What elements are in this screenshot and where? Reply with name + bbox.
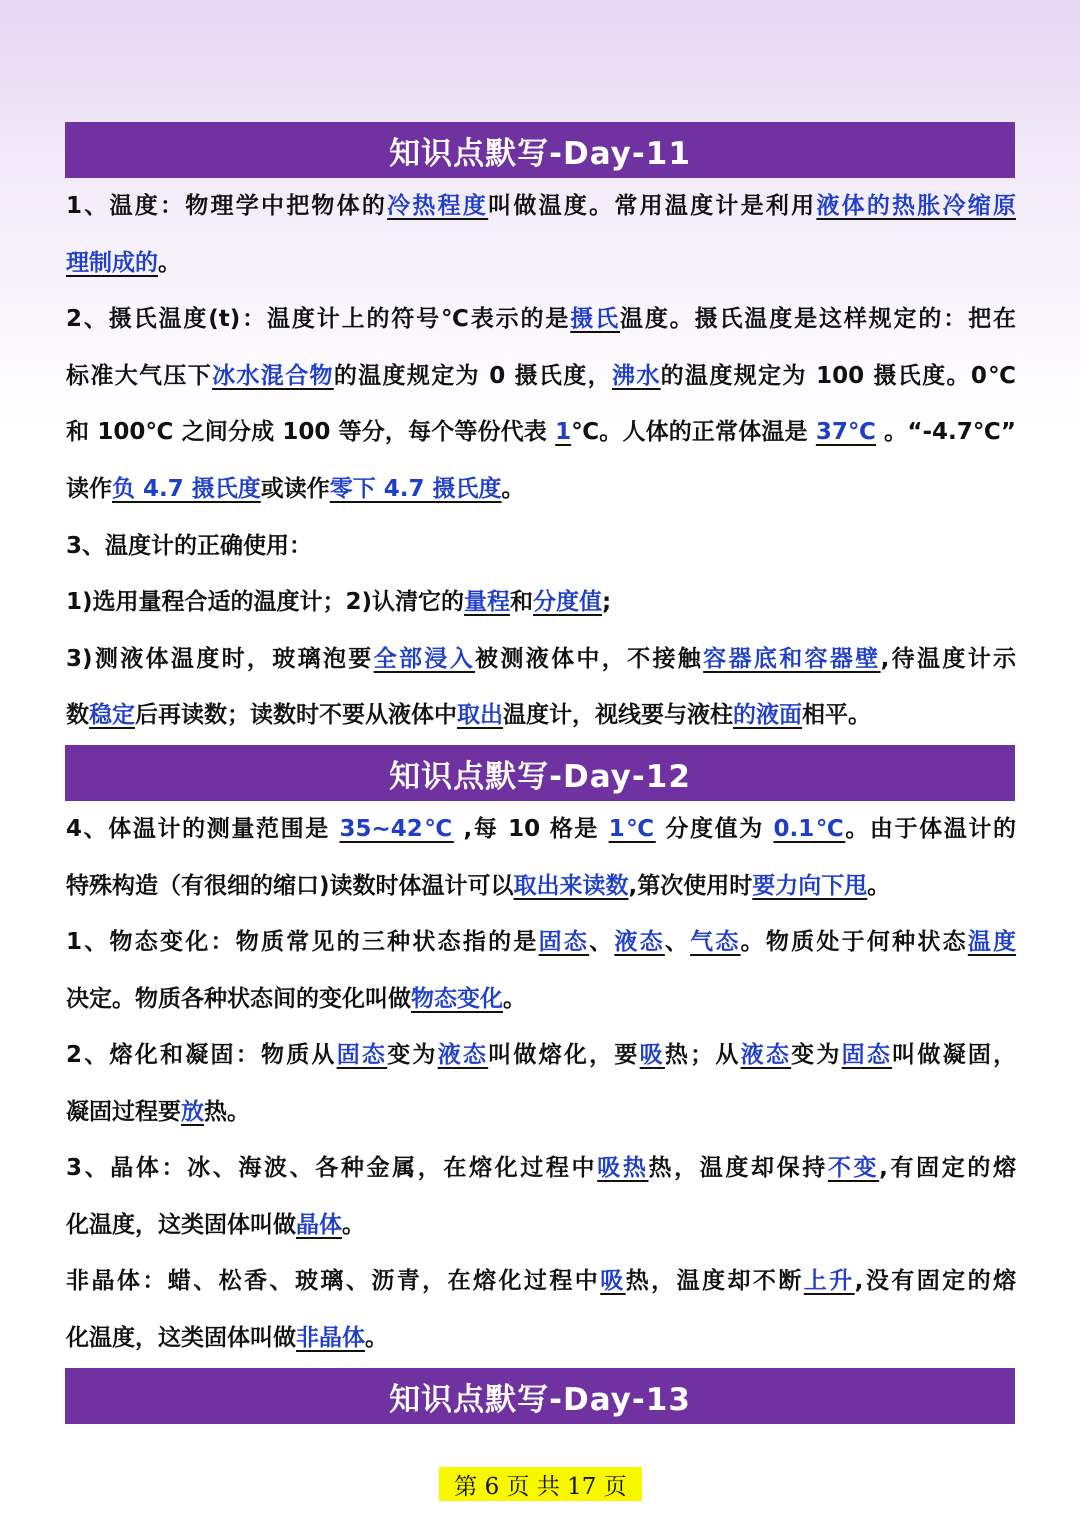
line-text: 2、摄氏温度(t)：温度计上的符号℃表示的是 [66,306,571,332]
answer-blank: 晶体 [296,1212,342,1238]
answer-blank: 固态 [538,929,590,955]
line-text: 热。 [204,1099,250,1125]
answer-blank: 气态 [690,929,741,955]
answer-blank: 吸 [639,1042,665,1068]
line-text: 变为 [791,1042,842,1068]
section-title: 知识点默写-Day-12 [389,758,691,795]
answer-blank: 0.1℃ [773,816,846,842]
answer-blank: 物态变化 [411,986,503,1012]
answer-blank: 不变 [827,1155,880,1181]
text-line [66,1097,1016,1127]
answer-blank: 全部浸入 [373,646,476,672]
answer-blank: 摄氏 [570,306,620,332]
answer-blank: 放 [181,1099,204,1125]
line-text: 3、晶体：冰、海波、各种金属，在熔化过程中 [66,1155,598,1181]
section-title: 知识点默写-Day-11 [389,135,691,172]
answer-blank: 零下 4.7 摄氏度 [329,476,502,502]
line-text: ; [602,589,612,615]
answer-blank: 分度值 [533,589,603,615]
answer-blank: 吸 [600,1268,626,1294]
line-text: ℃。人体的正常体温是 [571,419,816,445]
line-text: 非晶体：蜡、松香、玻璃、沥青，在熔化过程中 [66,1268,601,1294]
text-line [66,304,1016,334]
line-text: 。 [503,986,526,1012]
answer-blank: 固态 [336,1042,388,1068]
page-number-footer [439,1467,642,1501]
text-line [66,871,1016,901]
line-text: ,有固定的熔 [879,1155,1017,1181]
line-text: 的温度规定为 100 摄氏度。0℃ [660,363,1017,389]
line-text: 1)选用量程合适的温度计；2)认清它的 [66,589,465,615]
text-line [66,644,1016,674]
section-banner-day-12 [65,745,1015,801]
line-text: 特殊构造（有很细的缩口)读数时体温计可以 [66,873,514,899]
page-indicator: 第 6 页 共 17 页 [454,1473,627,1500]
line-text: 。 [365,1325,388,1351]
text-line [66,361,1016,391]
line-text: 分度值为 [655,816,774,842]
line-text: 叫做熔化，要 [488,1042,640,1068]
line-text: 读作 [66,476,112,502]
line-text: ,每 10 格是 [453,816,609,842]
line-text: 凝固过程要 [66,1099,181,1125]
line-text: 和 100℃ 之间分成 100 等分，每个等份代表 [66,419,556,445]
answer-blank: 的液面 [733,702,802,728]
text-line [66,1210,1016,1240]
text-line [66,984,1016,1014]
line-text: 叫做温度。常用温度计是利用 [488,193,817,219]
section-banner-day-11 [65,122,1015,178]
text-line [66,1323,1016,1353]
line-text: 数 [66,702,89,728]
answer-blank: 要力向下甩 [752,873,868,899]
text-line [66,700,1016,730]
line-text: 决定。物质各种状态间的变化叫做 [66,986,411,1012]
text-line [66,1153,1016,1183]
text-line [66,531,1016,561]
line-text: 热；从 [664,1042,741,1068]
line-text: 的温度规定为 0 摄氏度， [333,363,612,389]
line-text: 。由于体温计的 [845,816,1017,842]
line-text: 。 [501,476,525,502]
text-line [66,1040,1016,1070]
answer-blank: 取出来读数 [513,873,629,899]
line-text: 热，温度却保持 [648,1155,828,1181]
text-line [66,248,1016,278]
answer-blank: 吸热 [597,1155,649,1181]
text-line [66,814,1016,844]
answer-blank: 液态 [740,1042,792,1068]
section-banner-day-13 [65,1368,1015,1424]
answer-blank: 固态 [841,1042,893,1068]
line-text: 2、熔化和凝固：物质从 [66,1042,337,1068]
line-text: 。物质处于何种状态 [740,929,968,955]
answer-blank: 1℃ [608,816,656,842]
line-text: 温度。摄氏温度是这样规定的：把在 [620,306,1017,332]
text-line [66,1266,1016,1296]
answer-blank: 负 4.7 摄氏度 [112,476,261,502]
answer-blank: 液体的热胀冷缩原 [816,193,1017,219]
line-text: 后再读数；读数时不要从液体中 [135,702,457,728]
line-text: 1、温度：物理学中把物体的 [66,193,388,219]
line-text: 。 [342,1212,365,1238]
line-text: 化温度，这类固体叫做 [66,1325,296,1351]
line-text: 被测液体中，不接触 [475,646,704,672]
text-line [66,587,1016,617]
answer-blank: 理制成的 [66,250,158,276]
answer-blank: 上升 [803,1268,855,1294]
line-text: ,没有固定的熔 [854,1268,1017,1294]
line-text: 叫做凝固， [892,1042,1017,1068]
answer-blank: 液态 [614,929,665,955]
answer-blank: 液态 [437,1042,489,1068]
answer-blank: 冰水混合物 [212,363,334,389]
answer-blank: 容器底和容器壁 [703,646,881,672]
line-text: 和 [510,589,534,615]
text-line [66,417,1016,447]
text-line [66,191,1016,221]
answer-blank: 量程 [464,589,511,615]
line-text: 标准大气压下 [66,363,213,389]
text-line [66,474,1016,504]
line-text: 3)测液体温度时，玻璃泡要 [66,646,374,672]
line-text: 热，温度却不断 [625,1268,804,1294]
line-text: 相平。 [802,702,871,728]
line-text: 、 [589,929,615,955]
answer-blank: 35~42℃ [339,816,454,842]
line-text: ,待温度计示 [880,646,1017,672]
line-text: 。 [158,250,181,276]
answer-blank: 37℃ [815,419,877,445]
answer-blank: 非晶体 [296,1325,365,1351]
line-text: 3、温度计的正确使用： [66,533,313,559]
answer-blank: 冷热程度 [387,193,489,219]
line-text: 。“-4.7℃” [876,419,1017,445]
line-text: 或读作 [260,476,330,502]
answer-blank: 温度 [967,929,1017,955]
line-text: 温度计，视线要与液柱 [503,702,733,728]
line-text: 变为 [387,1042,438,1068]
answer-blank: 取出 [457,702,503,728]
line-text: 。 [867,873,891,899]
line-text: 4、体温计的测量范围是 [66,816,340,842]
line-text: 化温度，这类固体叫做 [66,1212,296,1238]
line-text: ,第次使用时 [628,873,753,899]
line-text: 、 [664,929,691,955]
answer-blank: 沸水 [611,363,661,389]
answer-blank: 1 [555,419,572,445]
section-title: 知识点默写-Day-13 [389,1381,691,1418]
answer-blank: 稳定 [89,702,135,728]
line-text: 1、物态变化：物质常见的三种状态指的是 [66,929,539,955]
text-line [66,927,1016,957]
